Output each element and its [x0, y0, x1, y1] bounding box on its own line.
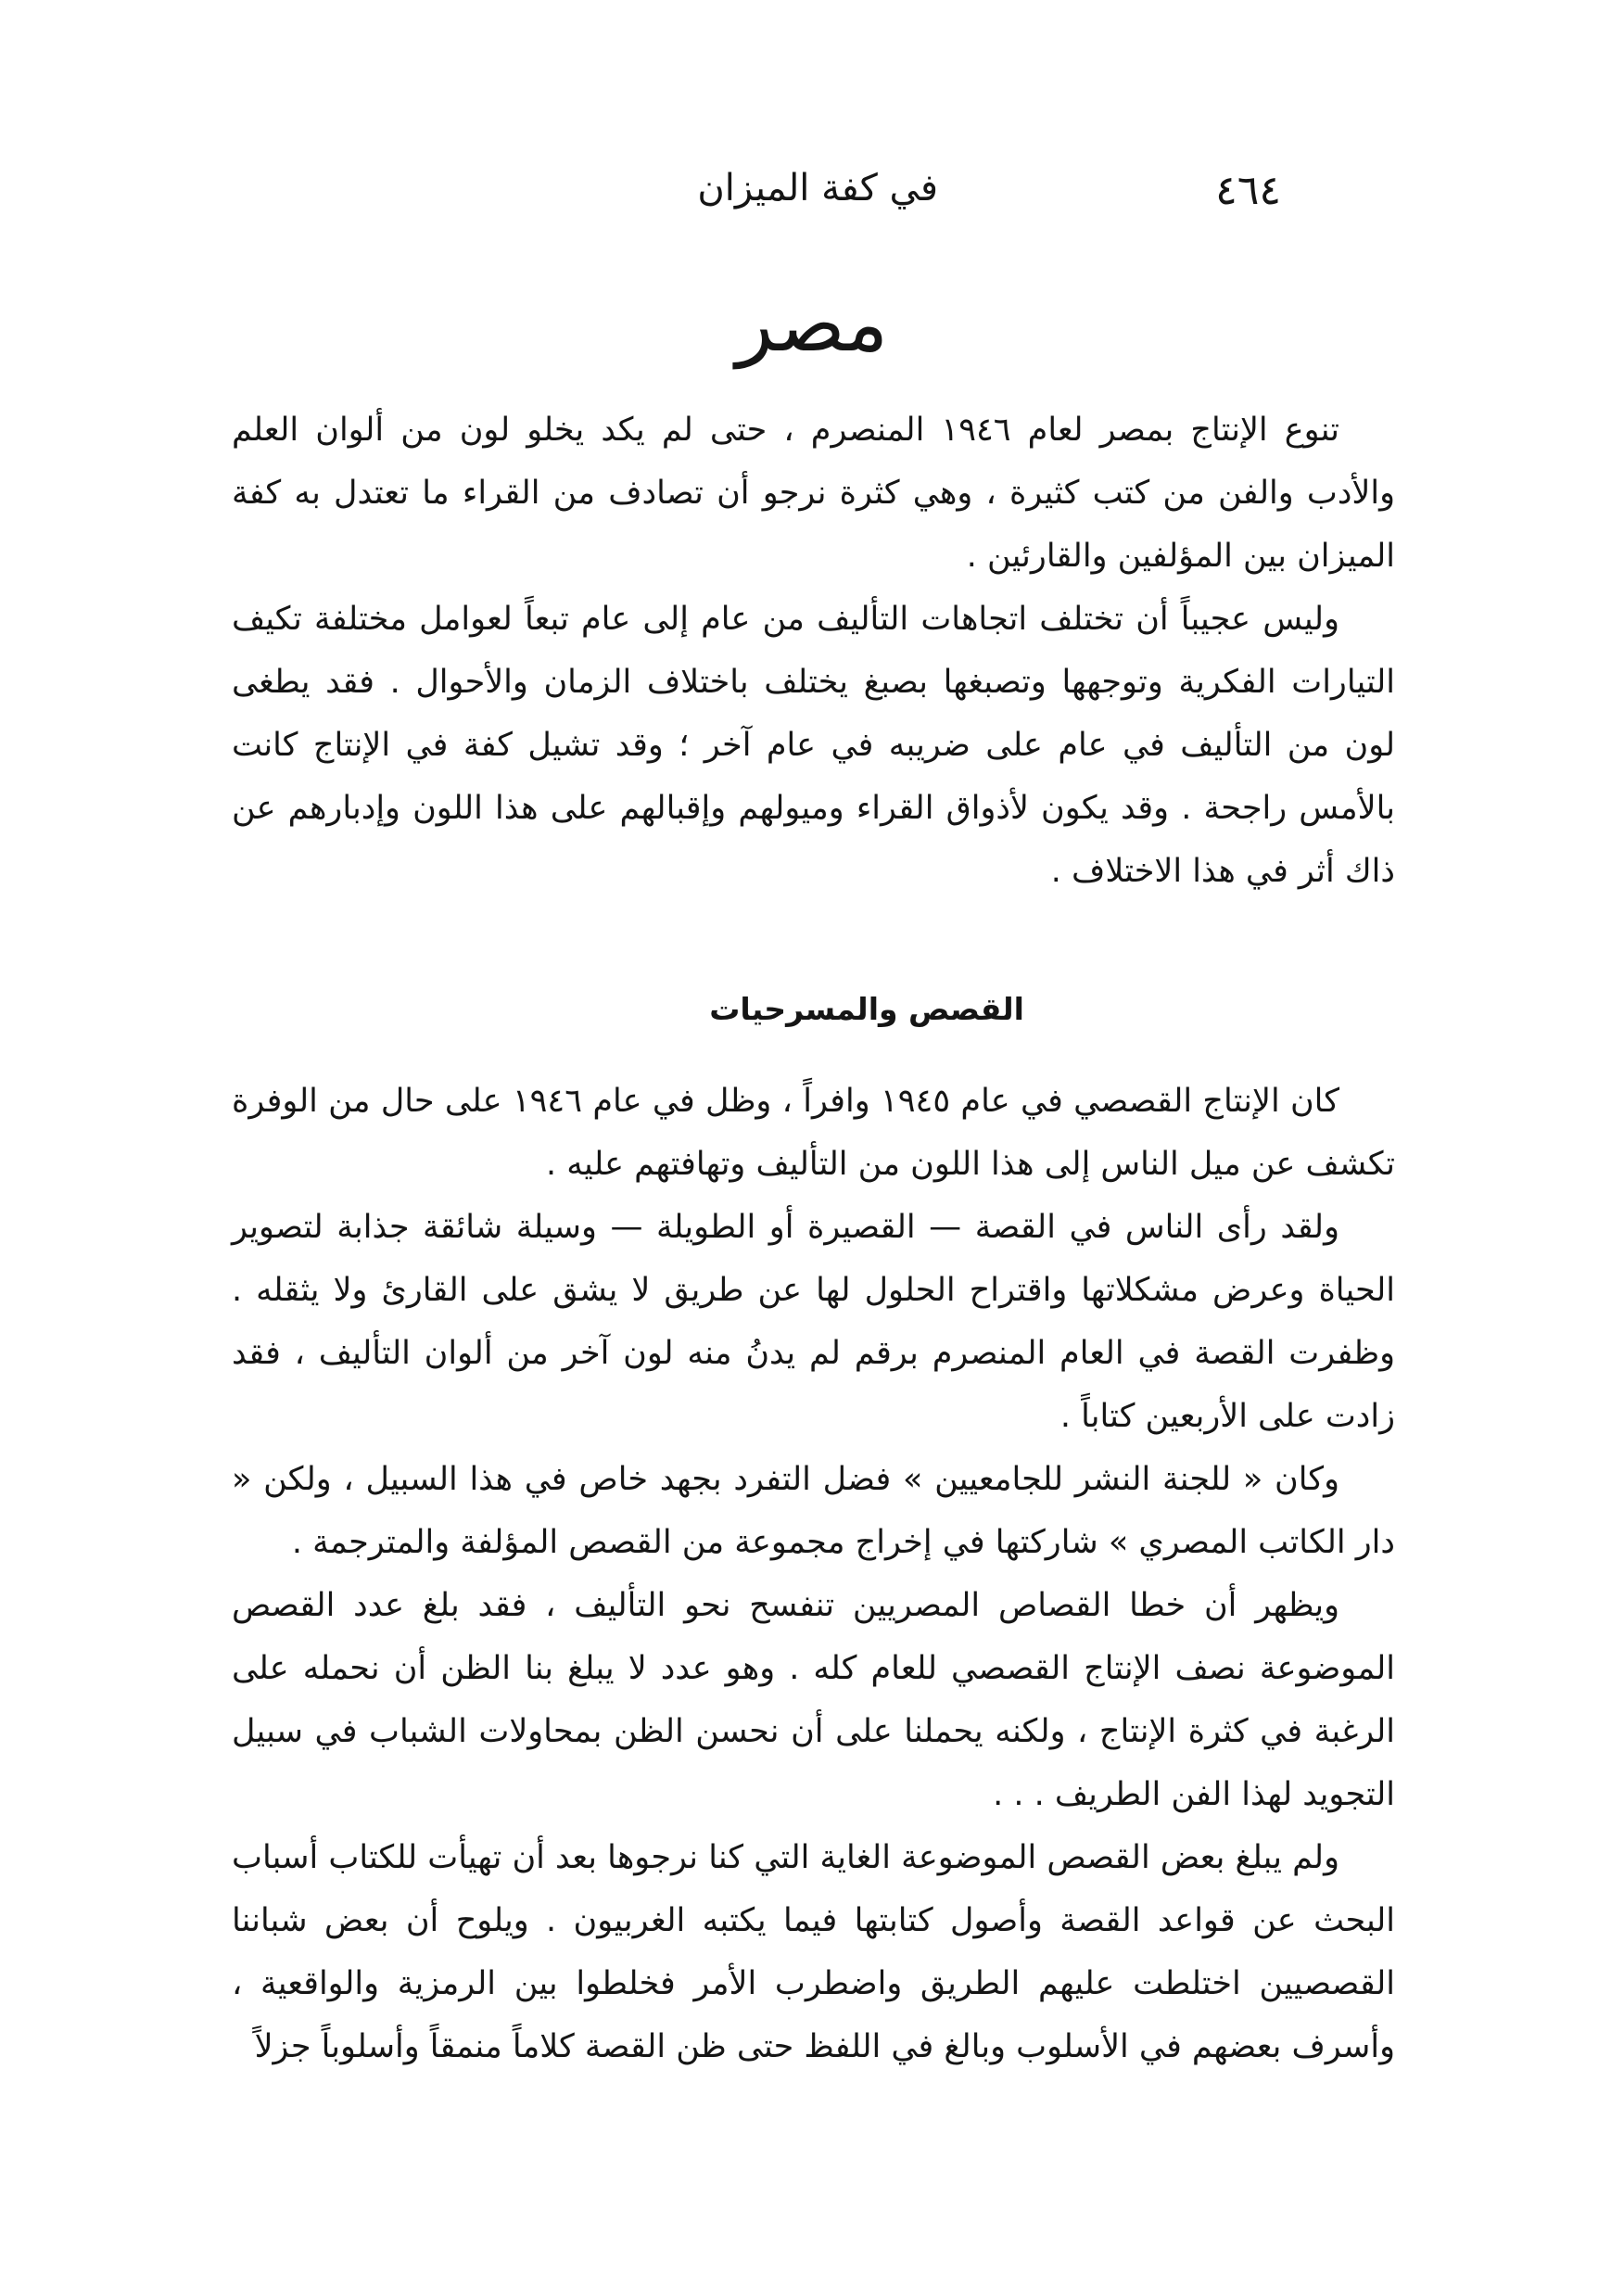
- paragraph: وكان « للجنة النشر للجامعيين » فضل التفرد بجهد خاص في هذا السبيل ، ولكن « دار الكاتب المصري » شاركتها في إخراج مجموعة من القصص المؤلفة والمترجمة .: [232, 1461, 1395, 1561]
- section-heading: القصص والمسرحيات: [709, 991, 1024, 1027]
- paragraph: ويظهر أن خطا القصاص المصريين تنفسح نحو التأليف ، فقد بلغ عدد القصص الموضوعة نصف الإنتاج القصصي للعام كله . وهو عدد لا يبلغ بنا الظن أن نحمله على الرغبة في كثرة الإنتاج ، ولكنه يحملنا على أن نحسن الظن بمحاولات الشباب في سبيل التجويد لهذا الفن الطريف . . .: [232, 1587, 1395, 1813]
- paragraph: ولم يبلغ بعض القصص الموضوعة الغاية التي كنا نرجوها بعد أن تهيأت للكتاب أسباب البحث عن قواعد القصة وأصول كتابتها فيما يكتبه الغربيون . ويلوح أن بعض شباننا القصصيين اختلطت عليهم الطريق واضطرب الأمر فخلطوا بين الرمزية والواقعية ، وأسرف بعضهم في الأسلوب وبالغ في اللفظ حتى ظن القصة كلاماً منمقاً وأسلوباً جزلاً: [232, 1839, 1395, 2065]
- running-title: في كفة الميزان: [697, 167, 938, 209]
- body-text: [232, 399, 1395, 2078]
- chapter-title: مصر: [735, 278, 889, 369]
- paragraph: كان الإنتاج القصصي في عام ١٩٤٥ وافراً ، وظل في عام ١٩٤٦ على حال من الوفرة تكشف عن ميل الناس إلى هذا اللون من التأليف وتهافتهم عليه .: [232, 1083, 1395, 1183]
- paragraph: وليس عجيباً أن تختلف اتجاهات التأليف من عام إلى عام تبعاً لعوامل مختلفة تكيف التيارات الفكرية وتوجهها وتصبغها بصبغ يختلف باختلاف الزمان والأحوال . فقد يطغى لون من التأليف في عام على ضريبه في عام آخر ؛ وقد تشيل كفة في الإنتاج كانت بالأمس راجحة . وقد يكون لأذواق القراء وميولهم وإقبالهم على هذا اللون وإدبارهم عن ذاك أثر في هذا الاختلاف .: [232, 601, 1395, 890]
- paragraph: تنوع الإنتاج بمصر لعام ١٩٤٦ المنصرم ، حتى لم يكد يخلو لون من ألوان العلم والأدب والفن من كتب كثيرة ، وهي كثرة نرجو أن تصادف من القراء ما تعتدل به كفة الميزان بين المؤلفين والقارئين .: [232, 412, 1395, 575]
- paragraph: ولقد رأى الناس في القصة — القصيرة أو الطويلة — وسيلة شائقة جذابة لتصوير الحياة وعرض مشكلاتها واقتراح الحلول لها عن طريق لا يشق على القارئ ولا يثقله . وظفرت القصة في العام المنصرم برقم لم يدنُ منه لون آخر من ألوان التأليف ، فقد زادت على الأربعين كتاباً .: [232, 1209, 1395, 1435]
- running-head: [204, 167, 1420, 222]
- page-number: ٤٦٤: [1215, 167, 1281, 214]
